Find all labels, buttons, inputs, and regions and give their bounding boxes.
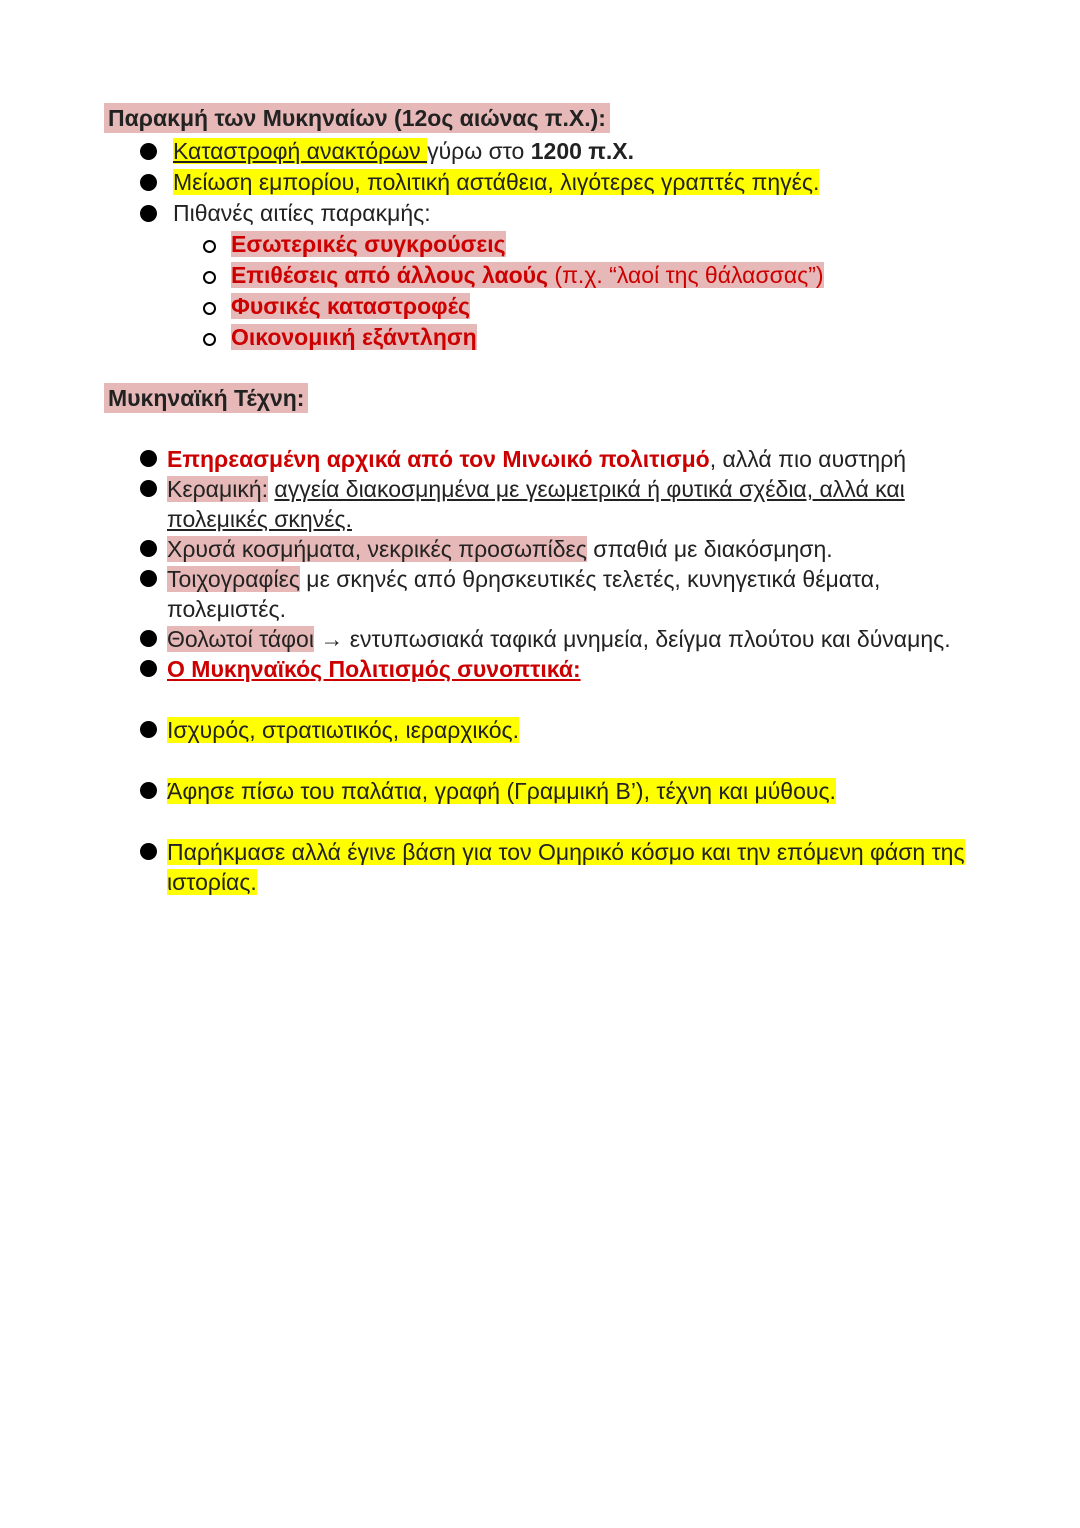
section-heading-art: Μυκηναϊκή Τέχνη: (104, 383, 308, 413)
summary-heading: Ο Μυκηναϊκός Πολιτισμός συνοπτικά: (167, 656, 581, 682)
summary-text: Ισχυρός, στρατιωτικός, ιεραρχικός. (167, 717, 520, 743)
list-item (203, 322, 824, 353)
section-heading-decline: Παρακμή των Μυκηναίων (12ος αιώνας π.Χ.): (104, 103, 610, 133)
item-text: , αλλά πιο αυστηρή (709, 446, 907, 472)
bullet-icon (140, 843, 157, 860)
list-item (203, 229, 824, 260)
bullet-icon (140, 480, 157, 497)
list-item (140, 837, 970, 897)
circle-bullet-icon (203, 333, 216, 346)
cause-label: Οικονομική εξάντληση (231, 324, 477, 350)
art-list (140, 444, 970, 897)
list-item (140, 474, 970, 534)
bullet-icon (140, 450, 157, 467)
circle-bullet-icon (203, 302, 216, 315)
item-text: σπαθιά με διακόσμηση. (586, 536, 833, 562)
list-item (203, 291, 824, 322)
bullet-icon (140, 540, 157, 557)
bullet-icon (140, 205, 157, 222)
item-text: → εντυπωσιακά ταφικά μνημεία, δείγμα πλούτου και δύναμης. (313, 626, 951, 652)
causes-list (203, 229, 824, 353)
list-item (140, 167, 819, 198)
cause-label: Εσωτερικές συγκρούσεις (231, 231, 506, 257)
decline-list (140, 136, 819, 229)
bullet-icon (140, 660, 157, 677)
list-item (140, 136, 819, 167)
underlined-text: αγγεία διακοσμημένα με γεωμετρικά ή φυτικά σχέδια, αλλά και πολεμικές σκηνές. (167, 476, 905, 532)
cause-label: Φυσικές καταστροφές (231, 293, 470, 319)
item-text: με σκηνές από θρησκευτικές τελετές, κυνηγετικά θέματα, πολεμιστές. (167, 566, 881, 622)
highlighted-text: Τοιχογραφίες (167, 566, 300, 592)
summary-text: Παρήκμασε αλλά έγινε βάση για τον Ομηρικό κόσμο και την επόμενη φάση της ιστορίας. (167, 839, 965, 895)
circle-bullet-icon (203, 240, 216, 253)
cause-label: Επιθέσεις από άλλους λαούς (231, 262, 549, 288)
bullet-icon (140, 721, 157, 738)
list-item (140, 624, 970, 654)
item-text: γύρω στο (427, 138, 531, 164)
highlighted-text: Θολωτοί τάφοι (167, 626, 314, 652)
red-emphasis: Επηρεασμένη αρχικά από τον Μινωικό πολιτισμό (167, 446, 710, 472)
circle-bullet-icon (203, 271, 216, 284)
list-item (140, 654, 970, 684)
bullet-icon (140, 143, 157, 160)
item-text: Πιθανές αιτίες παρακμής: (173, 200, 431, 226)
list-item (140, 564, 970, 624)
bullet-icon (140, 630, 157, 647)
list-item (140, 776, 970, 806)
highlighted-text: Κεραμική: (167, 476, 269, 502)
list-item (203, 260, 824, 291)
highlighted-text: Χρυσά κοσμήματα, νεκρικές προσωπίδες (167, 536, 587, 562)
list-item (140, 534, 970, 564)
cause-note: (π.χ. “λαοί της θάλασσας”) (548, 262, 824, 288)
summary-text: Άφησε πίσω του παλάτια, γραφή (Γραμμική Β’), τέχνη και μύθους. (167, 778, 836, 804)
list-item (140, 198, 819, 229)
highlighted-text: Καταστροφή ανακτόρων (173, 138, 428, 164)
highlighted-text: Μείωση εμπορίου, πολιτική αστάθεια, λιγότερες γραπτές πηγές. (173, 169, 820, 195)
bullet-icon (140, 174, 157, 191)
bullet-icon (140, 570, 157, 587)
bold-date: 1200 π.Χ. (530, 138, 635, 164)
bullet-icon (140, 782, 157, 799)
list-item (140, 715, 970, 745)
list-item (140, 444, 970, 474)
